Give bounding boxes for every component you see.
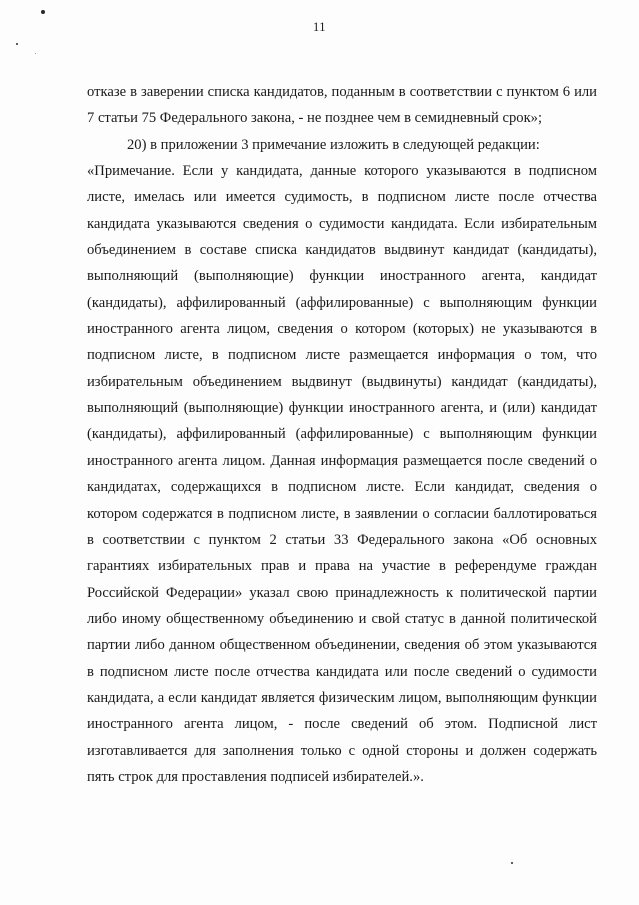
scan-artifact-dot bbox=[41, 10, 45, 14]
scan-artifact-dot bbox=[35, 53, 36, 54]
page-number: 11 bbox=[312, 20, 327, 34]
paragraph-continuation: отказе в заверении списка кандидатов, поданным в соответствии с пунктом 6 или 7 статьи 75 Федерального закона, - не позднее чем в семидневный срок»; bbox=[87, 84, 597, 127]
scan-artifact-dot bbox=[511, 862, 513, 864]
paragraph-note: «Примечание. Если у кандидата, данные которого указываются в подписном листе, имелась или имеется судимость, в подписном листе после отчества кандидата указываются сведения о судимости кандидата. Если избирательным объединением в составе списка кандидатов выдвинут кандидат (кандидаты), выполняющий (выполняющие) функции иностранного агента, кандидат (кандидаты), аффилированный (аффилированные) с выполняющим функции иностранного агента лицом, сведения о котором (которых) не указываются в подписном листе, в подписном листе размещается информация о том, что избирательным объединением выдвинут (выдвинуты) кандидат (кандидаты), выполняющий (выполняющие) функции иностранного агента, и (или) кандидат (кандидаты), аффилированный (аффилированные) с выполняющим функции иностранного агента лицом. Данная информация размещается после сведений о кандидатах, содержащихся в подписном листе. Если кандидат, сведения о котором содержатся в подписном листе, в заявлении о согласии баллотироваться в соответствии с пунктом 2 статьи 33 Федерального закона «Об основных гарантиях избирательных прав и права на участие в референдуме граждан Российской Федерации» указал свою принадлежность к политической партии либо иному общественному объединению и свой статус в данной политической партии либо данном общественном объединении, сведения об этом указываются в подписном листе после отчества кандидата или после сведений о судимости кандидата, а если кандидат является физическим лицом, выполняющим функции иностранного агента лицом, - после сведений об этом. Подписной лист изготавливается для заполнения только с одной стороны и должен содержать пять строк для проставления подписей избирателей.». bbox=[87, 163, 597, 785]
scan-artifact-dot bbox=[16, 43, 18, 45]
paragraph-item-20: 20) в приложении 3 примечание изложить в следующей редакции: bbox=[127, 136, 540, 153]
document-body bbox=[87, 79, 597, 790]
